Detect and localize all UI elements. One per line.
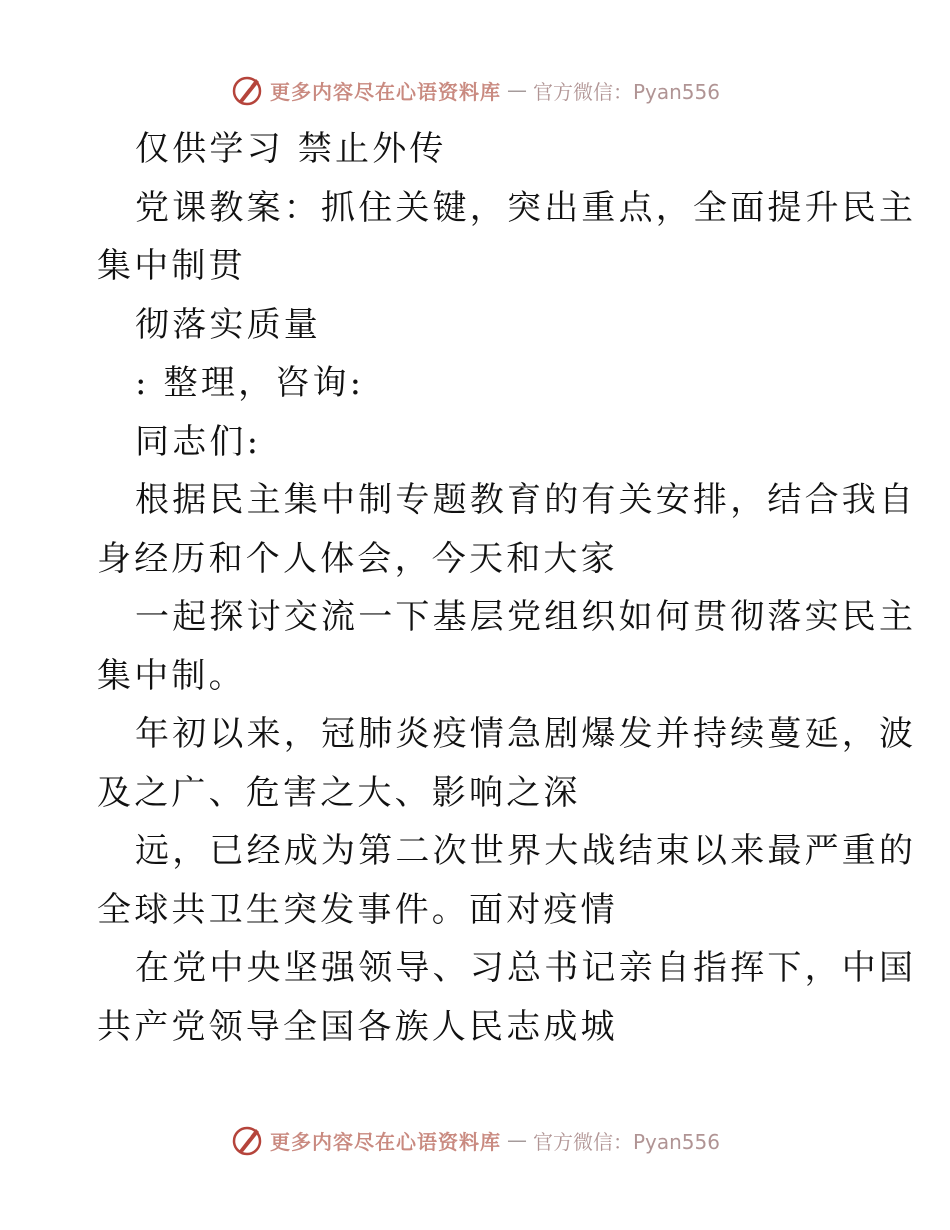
- watermark-separator: —: [506, 78, 527, 102]
- footer-watermark: [0, 1120, 950, 1160]
- text-line: 共产党领导全国各族人民志成城: [97, 1006, 618, 1047]
- text-line: 集中制贯: [97, 246, 246, 286]
- text-line: 及之广、危害之大、影响之深: [97, 772, 581, 813]
- text-line: 仅供学习 禁止外传: [135, 129, 447, 169]
- header-watermark: [0, 70, 950, 110]
- text-line: 身经历和个人体会，今天和大家: [97, 538, 618, 579]
- text-line: 集中制。: [97, 655, 246, 696]
- quill-seal-icon: [230, 1123, 264, 1157]
- text-line: 全球共卫生突发事件。面对疫情: [97, 889, 618, 930]
- text-line: 在党中央坚强领导、习总书记亲自指挥下，中国: [135, 948, 917, 988]
- document-body: [97, 120, 917, 1056]
- text-line: 同志们:: [135, 421, 262, 462]
- text-line: 党课教案：抓住关键，突出重点，全面提升民主: [135, 187, 917, 228]
- quill-seal-icon: [230, 73, 264, 107]
- watermark-contact: 官方微信：Pyan556: [532, 79, 720, 104]
- text-line: : 整理，咨询:: [135, 363, 365, 403]
- watermark-separator: —: [506, 1128, 527, 1152]
- text-line: 彻落实质量: [135, 304, 321, 345]
- watermark-site-text: 更多内容尽在心语资料库: [269, 1129, 501, 1154]
- text-line: 年初以来，冠肺炎疫情急剧爆发并持续蔓延，波: [135, 714, 917, 754]
- text-line: 根据民主集中制专题教育的有关安排，结合我自: [135, 480, 917, 520]
- text-line: 远，已经成为第二次世界大战结束以来最严重的: [135, 831, 917, 871]
- text-line: 一起探讨交流一下基层党组织如何贯彻落实民主: [135, 597, 917, 637]
- watermark-site-text: 更多内容尽在心语资料库: [269, 79, 501, 104]
- watermark-contact: 官方微信：Pyan556: [532, 1129, 720, 1154]
